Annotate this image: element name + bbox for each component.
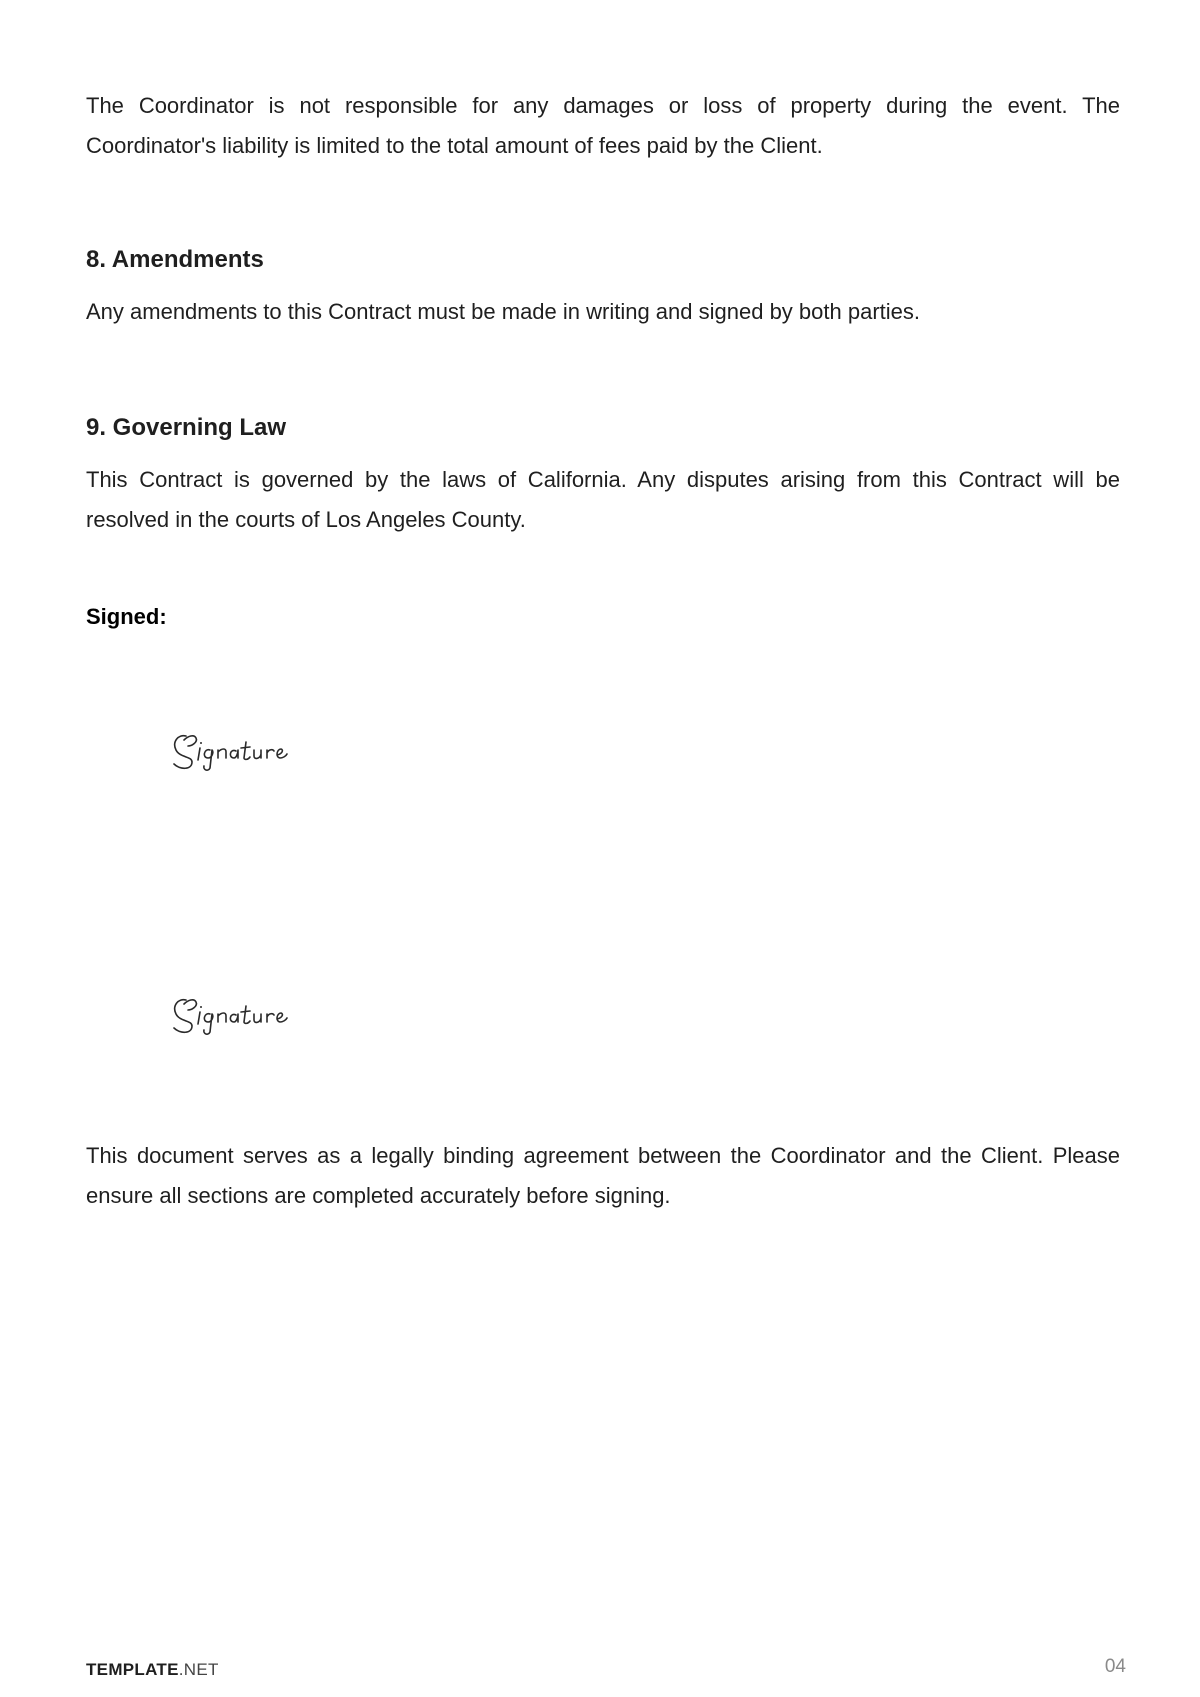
signed-label: Signed: [86, 604, 167, 629]
closing-note: This document serves as a legally binding agreement between the Coordinator and the Client. Please ensure all sections are completed accurately before signing. [86, 1143, 1120, 1208]
page-number: 04 [1104, 1656, 1126, 1677]
amendments-paragraph: Any amendments to this Contract must be made in writing and signed by both parties. [86, 299, 920, 324]
footer-brand-bold: TEMPLATE [86, 1660, 179, 1679]
governing-law-heading: 9. Governing Law [86, 414, 287, 441]
footer-brand-logo [86, 1660, 219, 1680]
signature-1 [170, 724, 310, 774]
liability-paragraph: The Coordinator is not responsible for any damages or loss of property during the event. The Coordinator's liability is limited to the total amount of fees paid by the Client. [86, 93, 1120, 158]
amendments-heading: 8. Amendments [86, 246, 264, 273]
signature-2 [170, 988, 310, 1038]
governing-law-paragraph: This Contract is governed by the laws of California. Any disputes arising from this Contract will be resolved in the courts of Los Angeles County. [86, 467, 1120, 532]
footer-brand-light: .NET [178, 1660, 219, 1679]
